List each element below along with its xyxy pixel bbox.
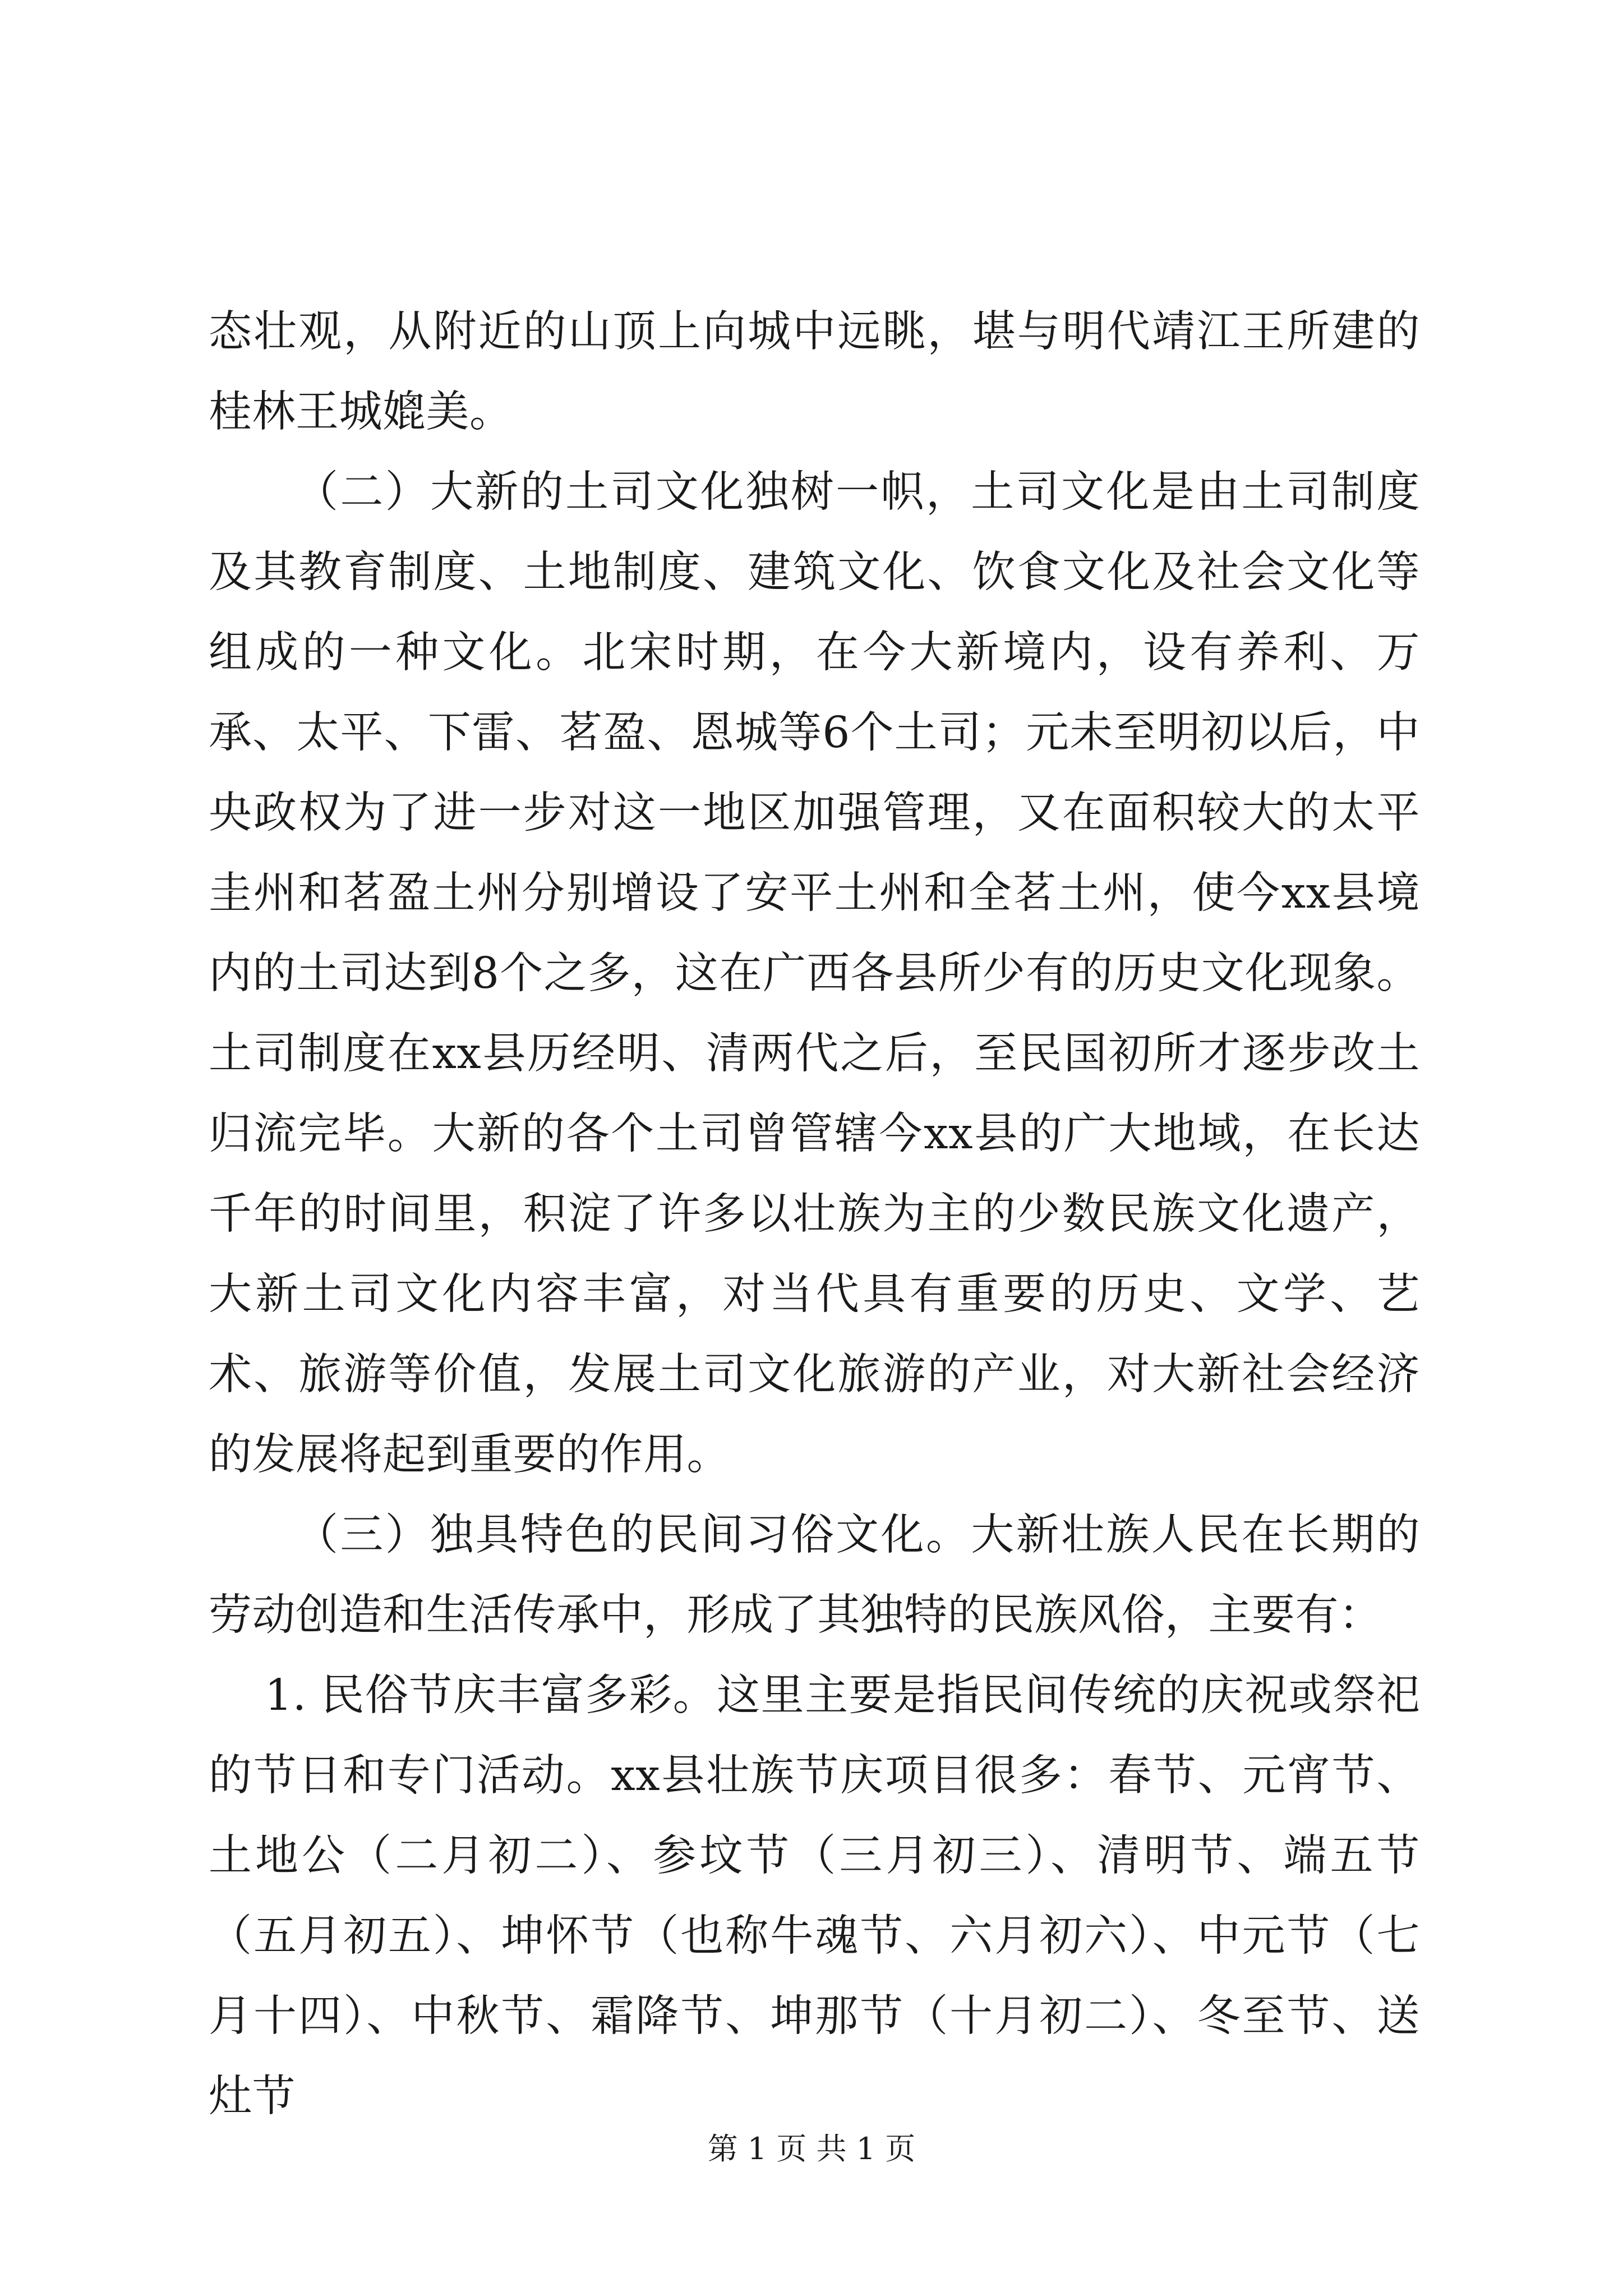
- paragraph-folk-custom: （三）独具特色的民间习俗文化。大新壮族人民在长期的劳动创造和生活传承中，形成了其独特的民族风俗，主要有：: [209, 1510, 1420, 1640]
- paragraph-festivals: 1. 民俗节庆丰富多彩。这里主要是指民间传统的庆祝或祭祀的节日和专门活动。xx县壮族节庆项目很多：春节、元宵节、土地公（二月初二）、参坟节（三月初三）、清明节、端五节（五月初五）、坤怀节（也称牛魂节、六月初六）、中元节（七月十四）、中秋节、霜降节、坤那节（十月初二）、冬至节、送灶节: [209, 1671, 1420, 2122]
- paragraph-tusi-culture: （二）大新的土司文化独树一帜，土司文化是由土司制度及其教育制度、土地制度、建筑文化、饮食文化及社会文化等组成的一种文化。北宋时期，在今大新境内，设有养利、万承、太平、下雷、茗盈、恩城等6个土司；元未至明初以后，中央政权为了进一步对这一地区加强管理，又在面积较大的太平圭州和茗盈土州分别增设了安平土州和全茗土州，使今xx县境内的土司达到8个之多，这在广西各县所少有的历史文化现象。土司制度在xx县历经明、清两代之后，至民国初所才逐步改土归流完毕。大新的各个土司曾管辖今xx县的广大地域，在长达千年的时间里，积淀了许多以壮族为主的少数民族文化遗产，大新土司文化内容丰富，对当代具有重要的历史、文学、艺术、旅游等价值，发展土司文化旅游的产业，对大新社会经济的发展将起到重要的作用。: [209, 467, 1420, 1480]
- page-footer: 第 1 页 共 1 页: [707, 2131, 916, 2166]
- paragraph-continuation: 态壮观，从附近的山顶上向城中远眺，堪与明代靖江王所建的桂林王城媲美。: [209, 307, 1420, 437]
- body-text: [209, 292, 1420, 2137]
